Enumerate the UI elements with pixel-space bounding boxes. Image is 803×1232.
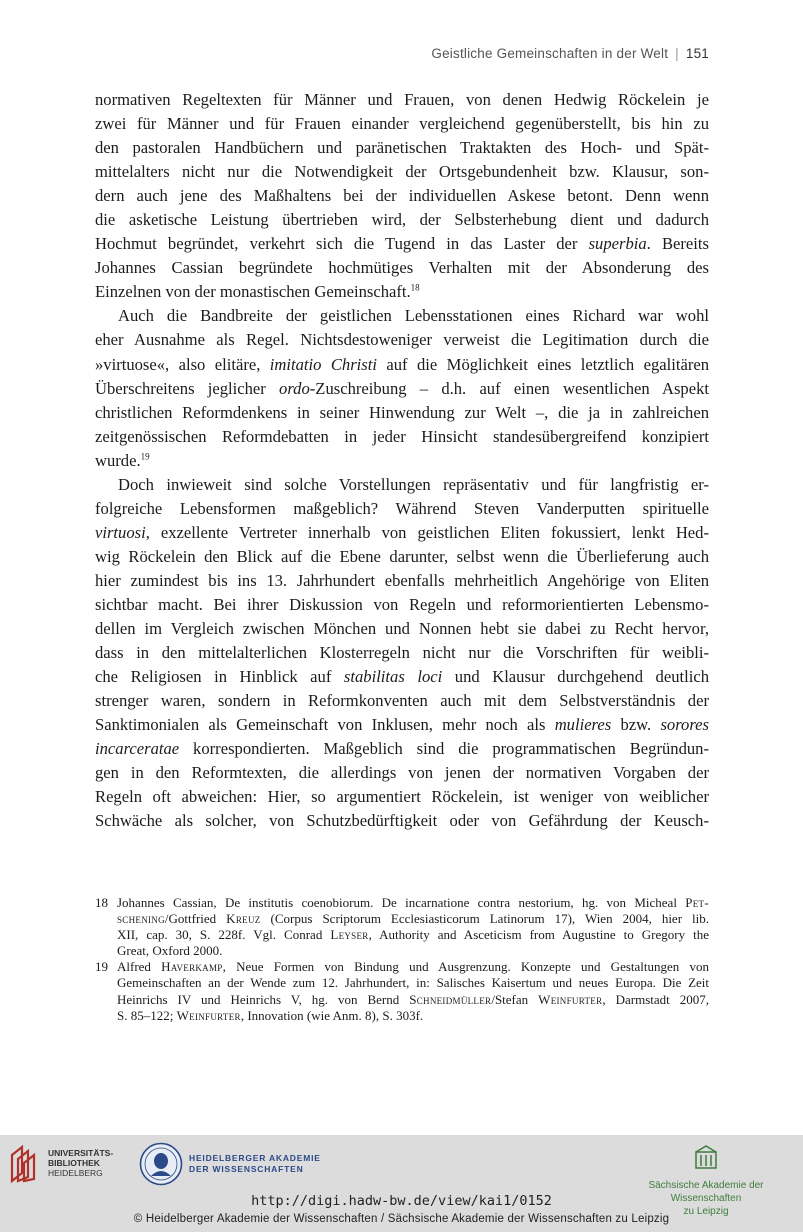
paragraph-2	[95, 304, 709, 472]
footnote-line	[117, 895, 709, 911]
text-line: hier zumindest bis ins 13. Jahrhundert ebenfalls mehrheitlich Angehörige von Eliten	[95, 570, 709, 590]
italic-term: superbia	[588, 234, 647, 254]
footnote-line	[117, 911, 709, 927]
italic-term: ordo	[279, 378, 310, 398]
text-run: , exzellente Vertreter innerhalb von geistlichen Eliten fokussiert, lenkt Hed-	[145, 522, 709, 542]
footnote-line	[117, 992, 709, 1008]
text-line: strenger waren, sondern in Reformkonventen auch mit dem Selbstverständnis der	[95, 691, 709, 711]
text-line: Regeln oft abweichen: Hier, so argumentiert Röckelein, ist weniger von weiblicher	[95, 787, 709, 807]
text-run: Einzelnen von der monastischen Gemeinschaft.	[95, 282, 411, 302]
italic-term: imitatio Christi	[269, 354, 377, 374]
italic-term: mulieres	[554, 715, 612, 735]
text-line	[95, 449, 709, 473]
footnote-line	[117, 959, 709, 975]
footnote-ref-18[interactable]: 18	[410, 282, 420, 293]
italic-term: incarceratae	[95, 739, 180, 759]
text-line: zeitgenössischen Reformdebatten in jeder Hinsicht standesübergreifend konzipiert	[95, 426, 709, 446]
text-line: normativen Regeltexten für Männer und Frauen, von denen Hedwig Röckelein je	[95, 90, 709, 109]
text-line: Johannes Cassian begründete hochmütiges Verhalten mit der Absonderung des	[95, 258, 709, 278]
text-line: christlichen Reformdenkens in seiner Hinwendung zur Welt –, die ja in zahlreichen	[95, 402, 709, 422]
permalink-url[interactable]: http://digi.hadw-bw.de/view/kai1/0152	[251, 1193, 552, 1209]
text-run: Sanktimonialen als Gemeinschaft von Inklusen, mehr noch als	[95, 715, 555, 735]
author-name: schening	[117, 911, 165, 927]
hadw-logo-line: HEIDELBERGER AKADEMIE	[189, 1153, 321, 1163]
footnote-18	[95, 895, 709, 959]
body-text	[95, 88, 709, 833]
ub-heidelberg-logo[interactable]	[10, 1143, 113, 1183]
ub-logo-line: UNIVERSITÄTS-	[48, 1148, 114, 1158]
text-run: Überschreitens jeglicher	[95, 378, 280, 398]
text-line: den pastoralen Handbüchern und paränetischen Traktakten des Hoch- und Spät-	[95, 138, 709, 158]
saw-logo-line: Sächsische Akademie der Wissenschaften	[648, 1180, 764, 1204]
text-line	[95, 665, 709, 689]
hadw-logo[interactable]	[139, 1142, 321, 1186]
text-line: Doch inwieweit sind solche Vorstellungen repräsentativ und für langfristig er-	[118, 474, 709, 494]
author-name: Weinfurter	[538, 991, 603, 1007]
text-line: dellen im Vergleich zwischen Mönchen und Nonnen hebt sie dabei zu Recht hervor,	[95, 619, 709, 639]
text-run: , Innovation (wie Anm. 8), S. 303f.	[240, 1007, 424, 1023]
author-name: Weinfurter	[176, 1007, 241, 1023]
text-run: Alfred	[117, 959, 162, 975]
footnote-line	[117, 1008, 709, 1024]
running-head-separator: |	[675, 46, 679, 61]
text-line	[95, 232, 709, 256]
paragraph-1	[95, 88, 709, 304]
text-run: Johannes Cassian, De institutis coenobiorum. De incarnatione contra nestorium, hg. von Micheal	[117, 895, 686, 910]
ub-logo-line: HEIDELBERG	[48, 1168, 103, 1178]
footnotes	[95, 895, 709, 1024]
text-run: S. 85–122;	[117, 1007, 177, 1023]
text-run: , Darmstadt 2007,	[602, 991, 709, 1007]
text-run: -Zuschreibung – d.h. auf einen wesentlichen Aspekt	[309, 378, 709, 398]
footnote-line: Great, Oxford 2000.	[117, 943, 223, 959]
text-run: che Religiosen in Hinblick auf	[95, 667, 344, 687]
author-name: Haverkamp	[161, 959, 223, 975]
saw-logo-line: zu Leipzig	[683, 1206, 729, 1217]
author-name: Kreuz	[226, 911, 261, 927]
text-run: , Authority and Asceticism from Augustine to Gregory the	[368, 927, 709, 943]
hadw-logo-text	[189, 1153, 321, 1175]
text-run: /Gottfried	[164, 911, 227, 927]
ub-logo-line: BIBLIOTHEK	[48, 1158, 100, 1168]
text-run: Hochmut begründet, verkehrt sich die Tugend in das Laster der	[95, 234, 589, 254]
text-run: und Klausur durchgehend deutlich	[442, 667, 709, 687]
footnote-line: Gemeinschaften an der Wende zum 12. Jahrhundert, in: Salisches Kaisertum und neues Europa. Die Zeit	[117, 975, 709, 991]
page-number: 151	[685, 46, 709, 61]
text-run: auf die Möglichkeit eines letztlich egalitären	[376, 354, 710, 374]
ub-logo-icon	[10, 1143, 44, 1183]
text-line	[95, 521, 709, 545]
text-line: dass in den mittelalterlichen Klosterregeln nicht nur die Vorschriften für weibli-	[95, 643, 709, 663]
text-line: folgreiche Lebensformen maßgeblich? Während Steven Vanderputten spirituelle	[95, 498, 709, 518]
text-line: eher Ausnahme als Regel. Nichtsdestoweniger verweist die Legitimation durch die	[95, 330, 709, 350]
running-head	[431, 46, 709, 61]
hadw-logo-line: DER WISSENSCHAFTEN	[189, 1164, 304, 1174]
italic-term: virtuosi	[95, 522, 146, 542]
hadw-seal-icon	[139, 1142, 183, 1186]
text-line	[95, 737, 709, 761]
text-run: bzw.	[611, 715, 661, 735]
footnote-line	[117, 927, 709, 943]
italic-term: sorores	[660, 715, 709, 735]
copyright-notice: © Heidelberger Akademie der Wissenschaften / Sächsische Akademie der Wissenschaften zu Leipzig	[133, 1213, 670, 1225]
text-run: . Bereits	[646, 234, 709, 254]
text-line: mittelalters nicht nur die Notwendigkeit der Ortsgebundenheit bzw. Klausur, son-	[95, 162, 709, 182]
text-line: wig Röckelein den Blick auf die Ebene darunter, selbst wenn die Überlieferung auch	[95, 546, 709, 566]
author-name: Pet-	[685, 895, 709, 910]
author-name: Leyser	[330, 927, 369, 943]
author-name: Schneidmüller	[409, 991, 492, 1007]
text-run: Heinrichs IV und Heinrichs V, hg. von Bernd	[117, 991, 410, 1007]
text-line	[95, 377, 709, 401]
italic-term: stabilitas loci	[343, 667, 443, 687]
text-run: wurde.	[95, 450, 141, 470]
text-line: die asketische Leistung übertrieben wird, der Selbsterhebung dient und dadurch	[95, 210, 709, 230]
text-line: Schwäche als solcher, von Schutzbedürftigkeit oder von Gefährdung der Keusch-	[95, 811, 709, 831]
text-run: »virtuose«, also elitäre,	[95, 354, 270, 374]
ub-logo-text	[48, 1148, 113, 1178]
footnote-text	[117, 895, 709, 959]
text-run: , Neue Formen von Bindung und Ausgrenzung. Konzepte und Gestaltungen von	[222, 959, 709, 975]
footnote-text	[117, 959, 709, 1023]
text-line: dern auch jene des Maßhaltens bei der individuellen Askese betont. Denn wenn	[95, 186, 709, 206]
footnote-number: 19	[95, 959, 108, 975]
saw-building-icon	[694, 1144, 718, 1170]
text-line	[95, 353, 709, 377]
paragraph-3	[95, 473, 709, 834]
footnote-number: 18	[95, 895, 108, 910]
footnote-19	[95, 959, 709, 1023]
text-line: Auch die Bandbreite der geistlichen Lebensstationen eines Richard war wohl	[118, 306, 709, 326]
text-run: /Stefan	[491, 991, 539, 1007]
text-line: gen in den Reformtexten, die allerdings von jenen der normativen Vorgaben der	[95, 763, 709, 783]
running-head-title: Geistliche Gemeinschaften in der Welt	[431, 46, 669, 61]
text-line	[95, 713, 709, 737]
text-line	[95, 280, 709, 304]
text-line: sichtbar macht. Bei ihrer Diskussion von Regeln und reformorientierten Lebensmo-	[95, 594, 709, 614]
footnote-ref-19[interactable]: 19	[140, 451, 150, 462]
text-run: korrespondierten. Maßgeblich sind die programmatischen Begründun-	[179, 739, 709, 759]
text-run: (Corpus Scriptorum Ecclesiasticorum Latinorum 17), Wien 2004, hier lib.	[260, 911, 709, 927]
text-run: XII, cap. 30, S. 228f. Vgl. Conrad	[117, 927, 331, 943]
text-line: zwei für Männer und für Frauen einander vergleichend gegenüberstellt, bis hin zu	[95, 114, 709, 134]
